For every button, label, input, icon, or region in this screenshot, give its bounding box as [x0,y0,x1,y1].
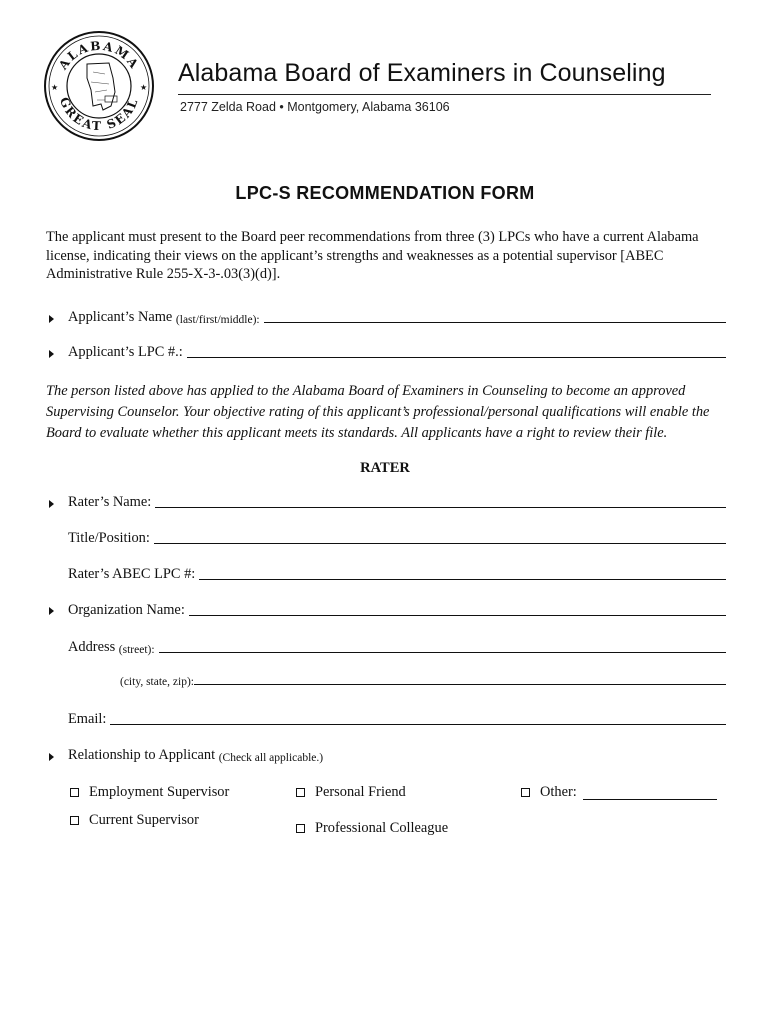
organization-address: 2777 Zelda Road • Montgomery, Alabama 36106 [180,100,450,114]
title-position-field[interactable] [154,543,726,544]
address-city-field[interactable] [194,684,726,685]
rater-lpc-label: Rater’s ABEC LPC #: [68,566,196,582]
relationship-hint: (Check all applicable.) [218,752,324,764]
svg-text:★: ★ [140,83,148,92]
header-divider [178,94,711,95]
relationship-label: Relationship to Applicant [68,747,216,763]
address-city-hint: (city, state, zip): [120,676,194,688]
form-intro: The applicant must present to the Board peer recommendations from three (3) LPCs who have a current Alabama license, indicating their views on the applicant’s strengths and weaknesses as a potential supervisor [ABEC Administrative Rule 255-X-3-.03(3)(d)]. [46,229,699,282]
checkbox-icon[interactable] [70,788,79,797]
personal-friend-label: Personal Friend [315,784,406,800]
rater-heading: RATER [360,460,410,476]
title-position-label: Title/Position: [68,530,150,546]
checkbox-icon[interactable] [296,788,305,797]
checkbox-other[interactable] [521,784,717,801]
professional-colleague-label: Professional Colleague [315,820,449,836]
bullet-arrow-icon [49,753,54,761]
organization-label: Organization Name: [68,602,185,618]
applicant-name-label: Applicant’s Name [68,309,173,325]
address-city-row [120,676,726,688]
svg-text:GREAT SEAL: GREAT SEAL [56,95,142,134]
address-street-field[interactable] [159,652,726,653]
bullet-arrow-icon [49,607,54,615]
relationship-row [68,747,323,764]
address-street-hint: (street): [118,644,155,656]
applicant-name-hint: (last/first/middle): [175,314,260,326]
rater-name-field[interactable] [155,507,726,508]
applicant-lpc-row [68,344,726,361]
organization-row [68,602,726,619]
rater-name-label: Rater’s Name: [68,494,152,510]
organization-name: Alabama Board of Examiners in Counseling [178,59,666,87]
bullet-arrow-icon [49,500,54,508]
bullet-arrow-icon [49,315,54,323]
address-street-row [68,639,726,656]
applicant-name-field[interactable] [264,322,726,323]
alabama-great-seal [43,30,155,142]
current-supervisor-label: Current Supervisor [89,812,199,828]
checkbox-icon[interactable] [296,824,305,833]
checkbox-personal-friend[interactable] [296,784,406,801]
organization-field[interactable] [189,615,726,616]
applicant-lpc-label: Applicant’s LPC #.: [68,344,183,360]
svg-text:★: ★ [51,83,59,92]
email-row [68,711,726,728]
checkbox-icon[interactable] [521,788,530,797]
rater-lpc-field[interactable] [199,579,726,580]
address-label: Address [68,639,116,655]
applicant-lpc-field[interactable] [187,357,726,358]
email-label: Email: [68,711,107,727]
checkbox-professional-colleague[interactable] [296,820,448,837]
checkbox-employment-supervisor[interactable] [70,784,229,801]
other-label: Other: [540,784,577,800]
rater-name-row [68,494,726,511]
svg-text:ALABAMA: ALABAMA [55,38,143,73]
applicant-name-row [68,309,726,326]
employment-supervisor-label: Employment Supervisor [89,784,230,800]
form-title: LPC-S RECOMMENDATION FORM [235,183,535,203]
checkbox-current-supervisor[interactable] [70,812,199,829]
notice-paragraph: The person listed above has applied to the Alabama Board of Examiners in Counseling to become an approved Supervising Counselor. Your objective rating of this applicant’s professional/personal qualifications will enable the Board to evaluate whether this applicant meets its standards. All applicants have a right to review their file. [46,383,710,441]
other-field[interactable] [583,785,717,800]
rater-lpc-row [68,566,726,583]
bullet-arrow-icon [49,350,54,358]
checkbox-icon[interactable] [70,816,79,825]
title-position-row [68,530,726,547]
email-field[interactable] [110,724,726,725]
